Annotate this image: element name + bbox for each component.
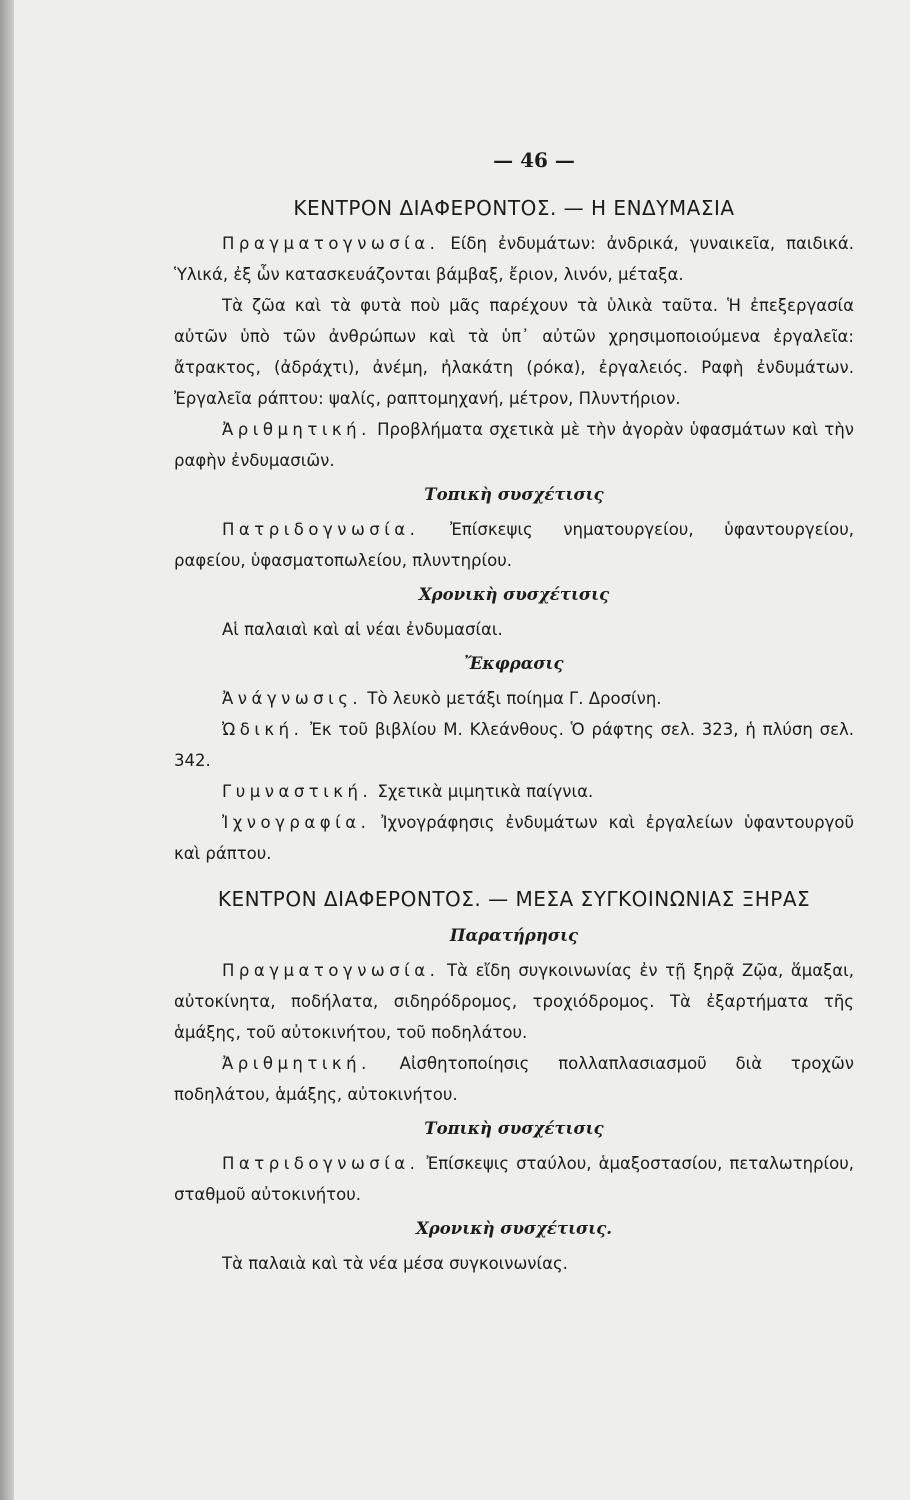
paragraph-transport-visit	[174, 1148, 854, 1210]
paragraph-text: Σχετικὰ μιμητικὰ παίγνια.	[372, 782, 594, 801]
paragraph-old-new-clothing: Αἱ παλαιαὶ καὶ αἱ νέαι ἐνδυμασίαι.	[222, 620, 503, 639]
subheading-expression: Ἔκφρασις	[464, 654, 564, 673]
subject-label: Ἀριθμητική.	[222, 420, 371, 439]
subheading-local-correlation-2: Τοπικὴ συσχέτισις	[424, 1119, 604, 1138]
subject-label: Ὠδική.	[222, 720, 304, 739]
paragraph-transport-arithmetic	[174, 1048, 854, 1110]
subject-label: Ἀριθμητική.	[222, 1054, 371, 1073]
section-title-clothing: ΚΕΝΤΡΟΝ ΔΙΑΦΕΡΟΝΤΟΣ. — Η ΕΝΔΥΜΑΣΙΑ	[293, 196, 735, 220]
subheading-temporal-correlation: Χρονικὴ συσχέτισις	[418, 585, 610, 604]
paragraph-transport-types	[174, 955, 854, 1048]
paragraph-text: Τὸ λευκὸ μετάξι ποίημα Γ. Δροσίνη.	[362, 689, 662, 708]
paragraph-text: Τὰ εἴδη συγκοινωνίας ἐν τῇ ξηρᾷ Ζῷα, ἅμαξαι, αὐτοκίνητα, ποδήλατα, σιδηρόδρομος, τροχιόδρομος. Τὰ ἐξαρτήματα τῆς ἁμάξης, τοῦ αὐτοκινήτου, τοῦ ποδηλάτου.	[174, 961, 854, 1042]
subject-label: Πατριδογνωσία.	[222, 520, 420, 539]
subject-label: Πραγματογνωσία.	[222, 234, 440, 253]
subject-label: Ἀνάγνωσις.	[222, 689, 363, 708]
paragraph-reading	[174, 683, 854, 714]
paragraph-text: Αἰσθητοποίησις πολλαπλασιασμοῦ διὰ τροχῶν ποδηλάτου, ἁμάξης, αὐτοκινήτου.	[174, 1054, 854, 1104]
page-edge-shadow	[0, 0, 14, 1500]
paragraph-text: Προβλήματα σχετικὰ μὲ τὴν ἀγορὰν ὑφασμάτων καὶ τὴν ραφὴν ἐνδυμασιῶν.	[174, 420, 854, 470]
paragraph-text: Ἰχνογράφησις ἐνδυμάτων καὶ ἐργαλείων ὑφαντουργοῦ καὶ ράπτου.	[174, 813, 854, 863]
paragraph-drawing	[174, 807, 854, 869]
paragraph-gymnastics	[174, 776, 854, 807]
paragraph-text: Ἐπίσκεψις νηματουργείου, ὑφαντουργείου, ραφείου, ὑφασματοπωλείου, πλυντηρίου.	[174, 520, 854, 570]
subheading-local-correlation: Τοπικὴ συσχέτισις	[424, 485, 604, 504]
paragraph-arithmetic	[174, 414, 854, 476]
paragraph-materials: Τὰ ζῶα καὶ τὰ φυτὰ ποὺ μᾶς παρέχουν τὰ ὑλικὰ ταῦτα. Ἡ ἐπεξεργασία αὐτῶν ὑπὸ τῶν ἀνθρώπων καὶ τὰ ὑπ᾽ αὐτῶν χρησιμοποιούμενα ἐργαλεῖα: ἄτρακτος, (ἀδράχτι), ἀνέμη, ἠλακάτη (ρόκα), ἐργαλειός. Ραφὴ ἐνδυμάτων. Ἐργαλεῖα ράπτου: ψαλίς, ραπτομηχανή, μέτρον, Πλυντήριον.	[174, 296, 854, 408]
subheading-observation: Παρατήρησις	[449, 926, 579, 945]
subject-label: Ἰχνογραφία.	[222, 813, 371, 832]
subject-label: Πατριδογνωσία.	[222, 1154, 420, 1173]
subheading-temporal-correlation-2: Χρονικὴ συσχέτισις.	[415, 1219, 612, 1238]
paragraph-text: Ἐπίσκεψις σταύλου, ἁμαξοστασίου, πεταλωτηρίου, σταθμοῦ αὐτοκινήτου.	[174, 1154, 854, 1204]
page	[14, 0, 910, 1500]
page-content	[174, 148, 854, 1279]
paragraph-text: Ἐκ τοῦ βιβλίου Μ. Κλεάνθους. Ὁ ράφτης σελ. 323, ἡ πλύση σελ. 342.	[174, 720, 854, 770]
paragraph-singing	[174, 714, 854, 776]
page-number: — 46 —	[493, 148, 575, 172]
paragraph-old-new-transport: Τὰ παλαιὰ καὶ τὰ νέα μέσα συγκοινωνίας.	[222, 1254, 568, 1273]
paragraph-text: Είδη ἐνδυμάτων: ἀνδρικά, γυναικεῖα, παιδικά. Ὑλικά, ἐξ ὧν κατασκευάζονται βάμβαξ, ἔριον, λινόν, μέταξα.	[174, 234, 854, 284]
paragraph-object-lesson	[174, 228, 854, 290]
subject-label: Πραγματογνωσία.	[222, 961, 440, 980]
section-title-land-transport: ΚΕΝΤΡΟΝ ΔΙΑΦΕΡΟΝΤΟΣ. — ΜΕΣΑ ΣΥΓΚΟΙΝΩΝΙΑΣ ΞΗΡΑΣ	[217, 887, 811, 911]
subject-label: Γυμναστική.	[222, 782, 373, 801]
paragraph-homeland-study	[174, 514, 854, 576]
